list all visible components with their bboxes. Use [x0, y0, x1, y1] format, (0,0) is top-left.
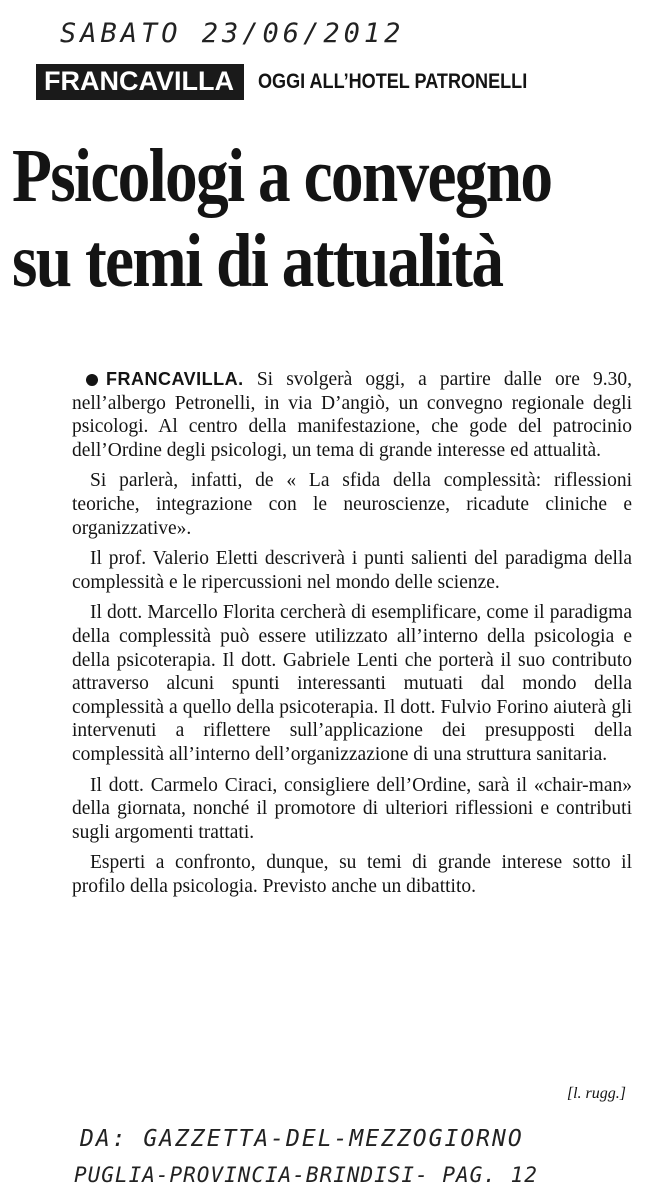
- article-paragraph: Si parlerà, infatti, de « La sfida della complessità: riflessioni teoriche, integrazione con le neuroscienze, ricadute cliniche e organizzative».: [72, 470, 632, 539]
- headline-line-2: su temi di attualità: [12, 219, 503, 303]
- article-paragraph-text: Si svolgerà oggi, a partire dalle ore 9.30, nell’albergo Petronelli, in via D’angiò, un convegno regionale degli psicologi. Al centro della manifestazione, che gode del patrocinio dell’Ordine degli psicologi, un tema di grande interesse ed attualità.: [72, 369, 633, 461]
- article-paragraph: Il prof. Valerio Eletti descriverà i punti salienti del paradigma della complessità e le ripercussioni nel mondo delle scienze.: [72, 548, 632, 593]
- handwritten-source-line-2: PUGLIA-PROVINCIA-BRINDISI- PAG. 12: [74, 1163, 538, 1187]
- handwritten-date: SABATO 23/06/2012: [60, 18, 405, 49]
- article-body: [72, 368, 632, 905]
- kicker-subtitle: OGGI ALL’HOTEL PATRONELLI: [257, 70, 528, 93]
- article-placename: FRANCAVILLA.: [106, 369, 244, 389]
- kicker-location: FRANCAVILLA: [36, 64, 244, 100]
- article-paragraph: Il dott. Carmelo Ciraci, consigliere dell’Ordine, sarà il «chair-man» della giornata, nonché il promotore di ulteriori riflessioni e contributi sugli argomenti trattati.: [72, 774, 632, 843]
- headline: [12, 134, 642, 304]
- author-signature: [l. rugg.]: [566, 1085, 626, 1102]
- headline-line-1: Psicologi a convegno: [12, 134, 552, 218]
- handwritten-source-line-1: DA: GAZZETTA-DEL-MEZZOGIORNO: [80, 1126, 524, 1152]
- article-paragraph: [72, 368, 632, 462]
- article-paragraph: Il dott. Marcello Florita cercherà di esemplificare, come il paradigma della complessità può essere utilizzato all’interno della psicologia e della psicoterapia. Il dott. Gabriele Lenti che porterà il suo contributo attraverso alcuni spunti interessanti mutuati dal mondo della complessità a quello della psicoterapia. Il dott. Fulvio Forino aiuterà gli intervenuti a riflettere sull’applicazione dei presupposti della complessità all’interno dell’organizzazione di una struttura sanitaria.: [72, 602, 632, 765]
- kicker: [36, 64, 571, 100]
- bullet-icon: [86, 374, 98, 386]
- article-paragraph: Esperti a confronto, dunque, su temi di grande interese sotto il profilo della psicologia. Previsto anche un dibattito.: [72, 852, 632, 897]
